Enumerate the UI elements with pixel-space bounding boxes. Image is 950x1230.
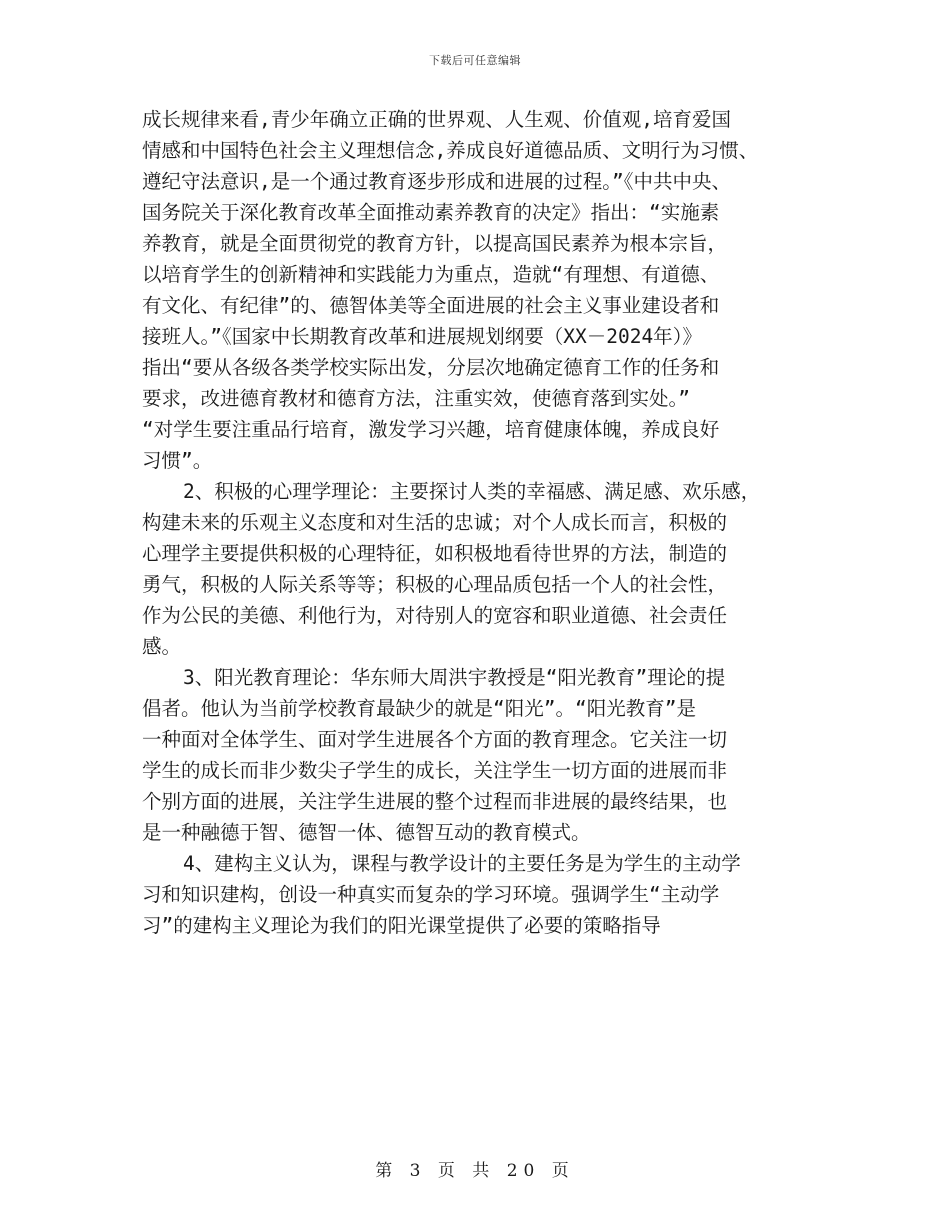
body-line: 有文化、有纪律”的、德智体美等全面进展的社会主义事业建设者和 xyxy=(142,294,720,317)
document-body xyxy=(142,104,832,941)
body-line: 倡者。他认为当前学校教育最缺少的就是“阳光”。“阳光教育”是 xyxy=(142,697,696,720)
body-line: 习惯”。 xyxy=(142,449,213,472)
body-line: 以培育学生的创新精神和实践能力为重点，造就“有理想、有道德、 xyxy=(142,263,720,286)
body-line: 习和知识建构，创设一种真实而复杂的学习环境。强调学生“主动学 xyxy=(142,883,720,906)
paragraph-start-line: 2、积极的心理学理论：主要探讨人类的幸福感、满足感、欢乐感， xyxy=(183,480,761,503)
body-line: 成长规律来看,青少年确立正确的世界观、人生观、价值观,培育爱国 xyxy=(142,108,731,131)
body-line: 接班人。”《国家中长期教育改革和进展规划纲要（XX－2024年）》 xyxy=(142,325,702,348)
body-line: 勇气，积极的人际关系等等；积极的心理品质包括一个人的社会性， xyxy=(142,573,728,596)
body-line: “对学生要注重品行培育，激发学习兴趣，培育健康体魄，养成良好 xyxy=(142,418,720,441)
body-line: 习”的建构主义理论为我们的阳光课堂提供了必要的策略指导 xyxy=(142,914,661,937)
paragraph-start-line: 4、建构主义认为，课程与教学设计的主要任务是为学生的主动学 xyxy=(183,852,741,875)
paragraph-start-line: 3、阳光教育理论：华东师大周洪宇教授是“阳光教育”理论的提 xyxy=(183,666,726,689)
body-line: 要求，改进德育教材和德育方法，注重实效，使德育落到实处。” xyxy=(142,387,690,410)
body-line: 个别方面的进展，关注学生进展的整个过程而非进展的最终结果，也 xyxy=(142,790,728,813)
body-line: 心理学主要提供积极的心理特征，如积极地看待世界的方法，制造的 xyxy=(142,542,728,565)
body-line: 构建未来的乐观主义态度和对生活的忠诚；对个人成长而言，积极的 xyxy=(142,511,728,534)
page-number-footer: 第 3 页 共 20 页 xyxy=(375,1161,575,1181)
body-line: 学生的成长而非少数尖子学生的成长，关注学生一切方面的进展而非 xyxy=(142,759,728,782)
body-line: 一种面对全体学生、面对学生进展各个方面的教育理念。它关注一切 xyxy=(142,728,728,751)
body-line: 是一种融德于智、德智一体、德智互动的教育模式。 xyxy=(142,821,591,844)
body-line: 指出“要从各级各类学校实际出发，分层次地确定德育工作的任务和 xyxy=(142,356,720,379)
body-line: 养教育，就是全面贯彻党的教育方针，以提高国民素养为根本宗旨， xyxy=(142,232,728,255)
body-line: 感。 xyxy=(142,635,182,658)
body-line: 情感和中国特色社会主义理想信念,养成良好道德品质、文明行为习惯、 xyxy=(142,139,759,162)
body-line: 遵纪守法意识,是一个通过教育逐步形成和进展的过程。”《中共中央、 xyxy=(142,170,731,193)
page-header: 下载后可任意编辑 xyxy=(429,54,521,67)
body-line: 作为公民的美德、利他行为，对待别人的宽容和职业道德、社会责任 xyxy=(142,604,728,627)
body-line: 国务院关于深化教育改革全面推动素养教育的决定》指出：“实施素 xyxy=(142,201,720,224)
